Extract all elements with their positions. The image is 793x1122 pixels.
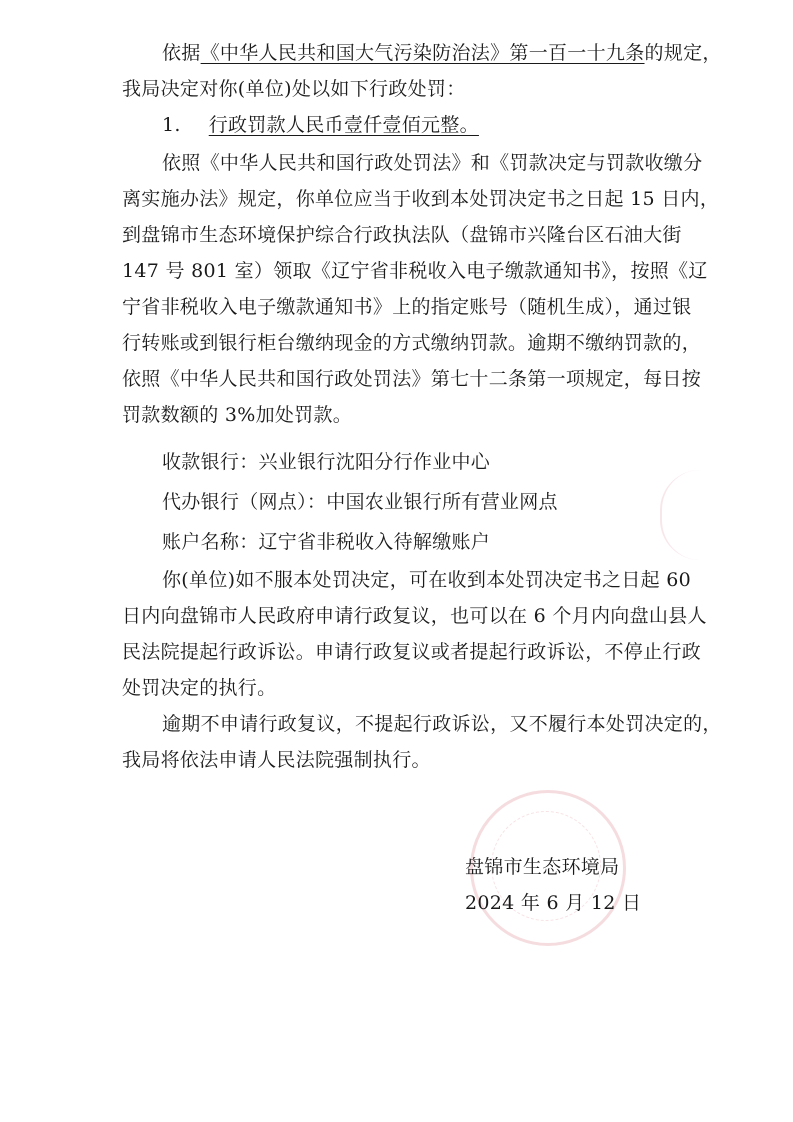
receiving-bank: 收款银行：兴业银行沈阳分行作业中心: [162, 451, 491, 473]
paragraph-3-line: 你(单位)如不服本处罚决定，可在收到本处罚决定书之日起 60: [162, 569, 692, 591]
account-name: 账户名称：辽宁省非税收入待解缴账户: [162, 531, 491, 553]
paragraph-4-line: 我局将依法申请人民法院强制执行。: [122, 749, 431, 771]
paragraph-2-line: 到盘锦市生态环境保护综合行政执法队（盘锦市兴隆台区石油大街: [122, 224, 682, 246]
paragraph-2-line: 行转账或到银行柜台缴纳现金的方式缴纳罚款。逾期不缴纳罚款的，: [122, 332, 702, 354]
signature-organization: 盘锦市生态环境局: [465, 856, 620, 878]
signature-date: 2024 年 6 月 12 日: [465, 892, 642, 914]
seam-stamp-mark: [660, 470, 732, 560]
penalty-item-1: [162, 113, 479, 137]
penalty-item-text: 行政罚款人民币壹仟壹佰元整。: [208, 114, 479, 136]
paragraph-2-line: 离实施办法》规定，你单位应当于收到本处罚决定书之日起 15 日内，: [122, 188, 720, 210]
paragraph-2-line: 宁省非税收入电子缴款通知书》上的指定账号（随机生成），通过银: [122, 296, 692, 318]
paragraph-3-line: 处罚决定的执行。: [122, 677, 277, 699]
penalty-item-number: 1.: [162, 114, 181, 136]
paragraph-3-line: 民法院提起行政诉讼。申请行政复议或者提起行政诉讼，不停止行政: [122, 641, 702, 663]
paragraph-2-line: 依照《中华人民共和国行政处罚法》第七十二条第一项规定，每日按: [122, 368, 702, 390]
agent-bank: 代办银行（网点）：中国农业银行所有营业网点: [162, 491, 558, 513]
paragraph-1-tail: 的规定，: [644, 42, 722, 64]
paragraph-1-lead: 依据: [162, 42, 201, 64]
paragraph-3-line: 日内向盘锦市人民政府申请行政复议，也可以在 6 个月内向盘山县人: [122, 605, 707, 627]
paragraph-2-line: 罚款数额的 3%加处罚款。: [122, 404, 353, 426]
law-reference: 《中华人民共和国大气污染防治法》第一百一十九条: [200, 42, 645, 64]
paragraph-1-line-2: 我局决定对你(单位)处以如下行政处罚：: [122, 78, 466, 100]
paragraph-2-line: 依照《中华人民共和国行政处罚法》和《罚款决定与罚款收缴分: [162, 152, 703, 174]
paragraph-2-line: 147 号 801 室）领取《辽宁省非税收入电子缴款通知书》，按照《辽: [122, 260, 708, 282]
paragraph-1-line-1: [162, 41, 722, 65]
paragraph-4-line: 逾期不申请行政复议，不提起行政诉讼，又不履行本处罚决定的，: [162, 713, 722, 735]
